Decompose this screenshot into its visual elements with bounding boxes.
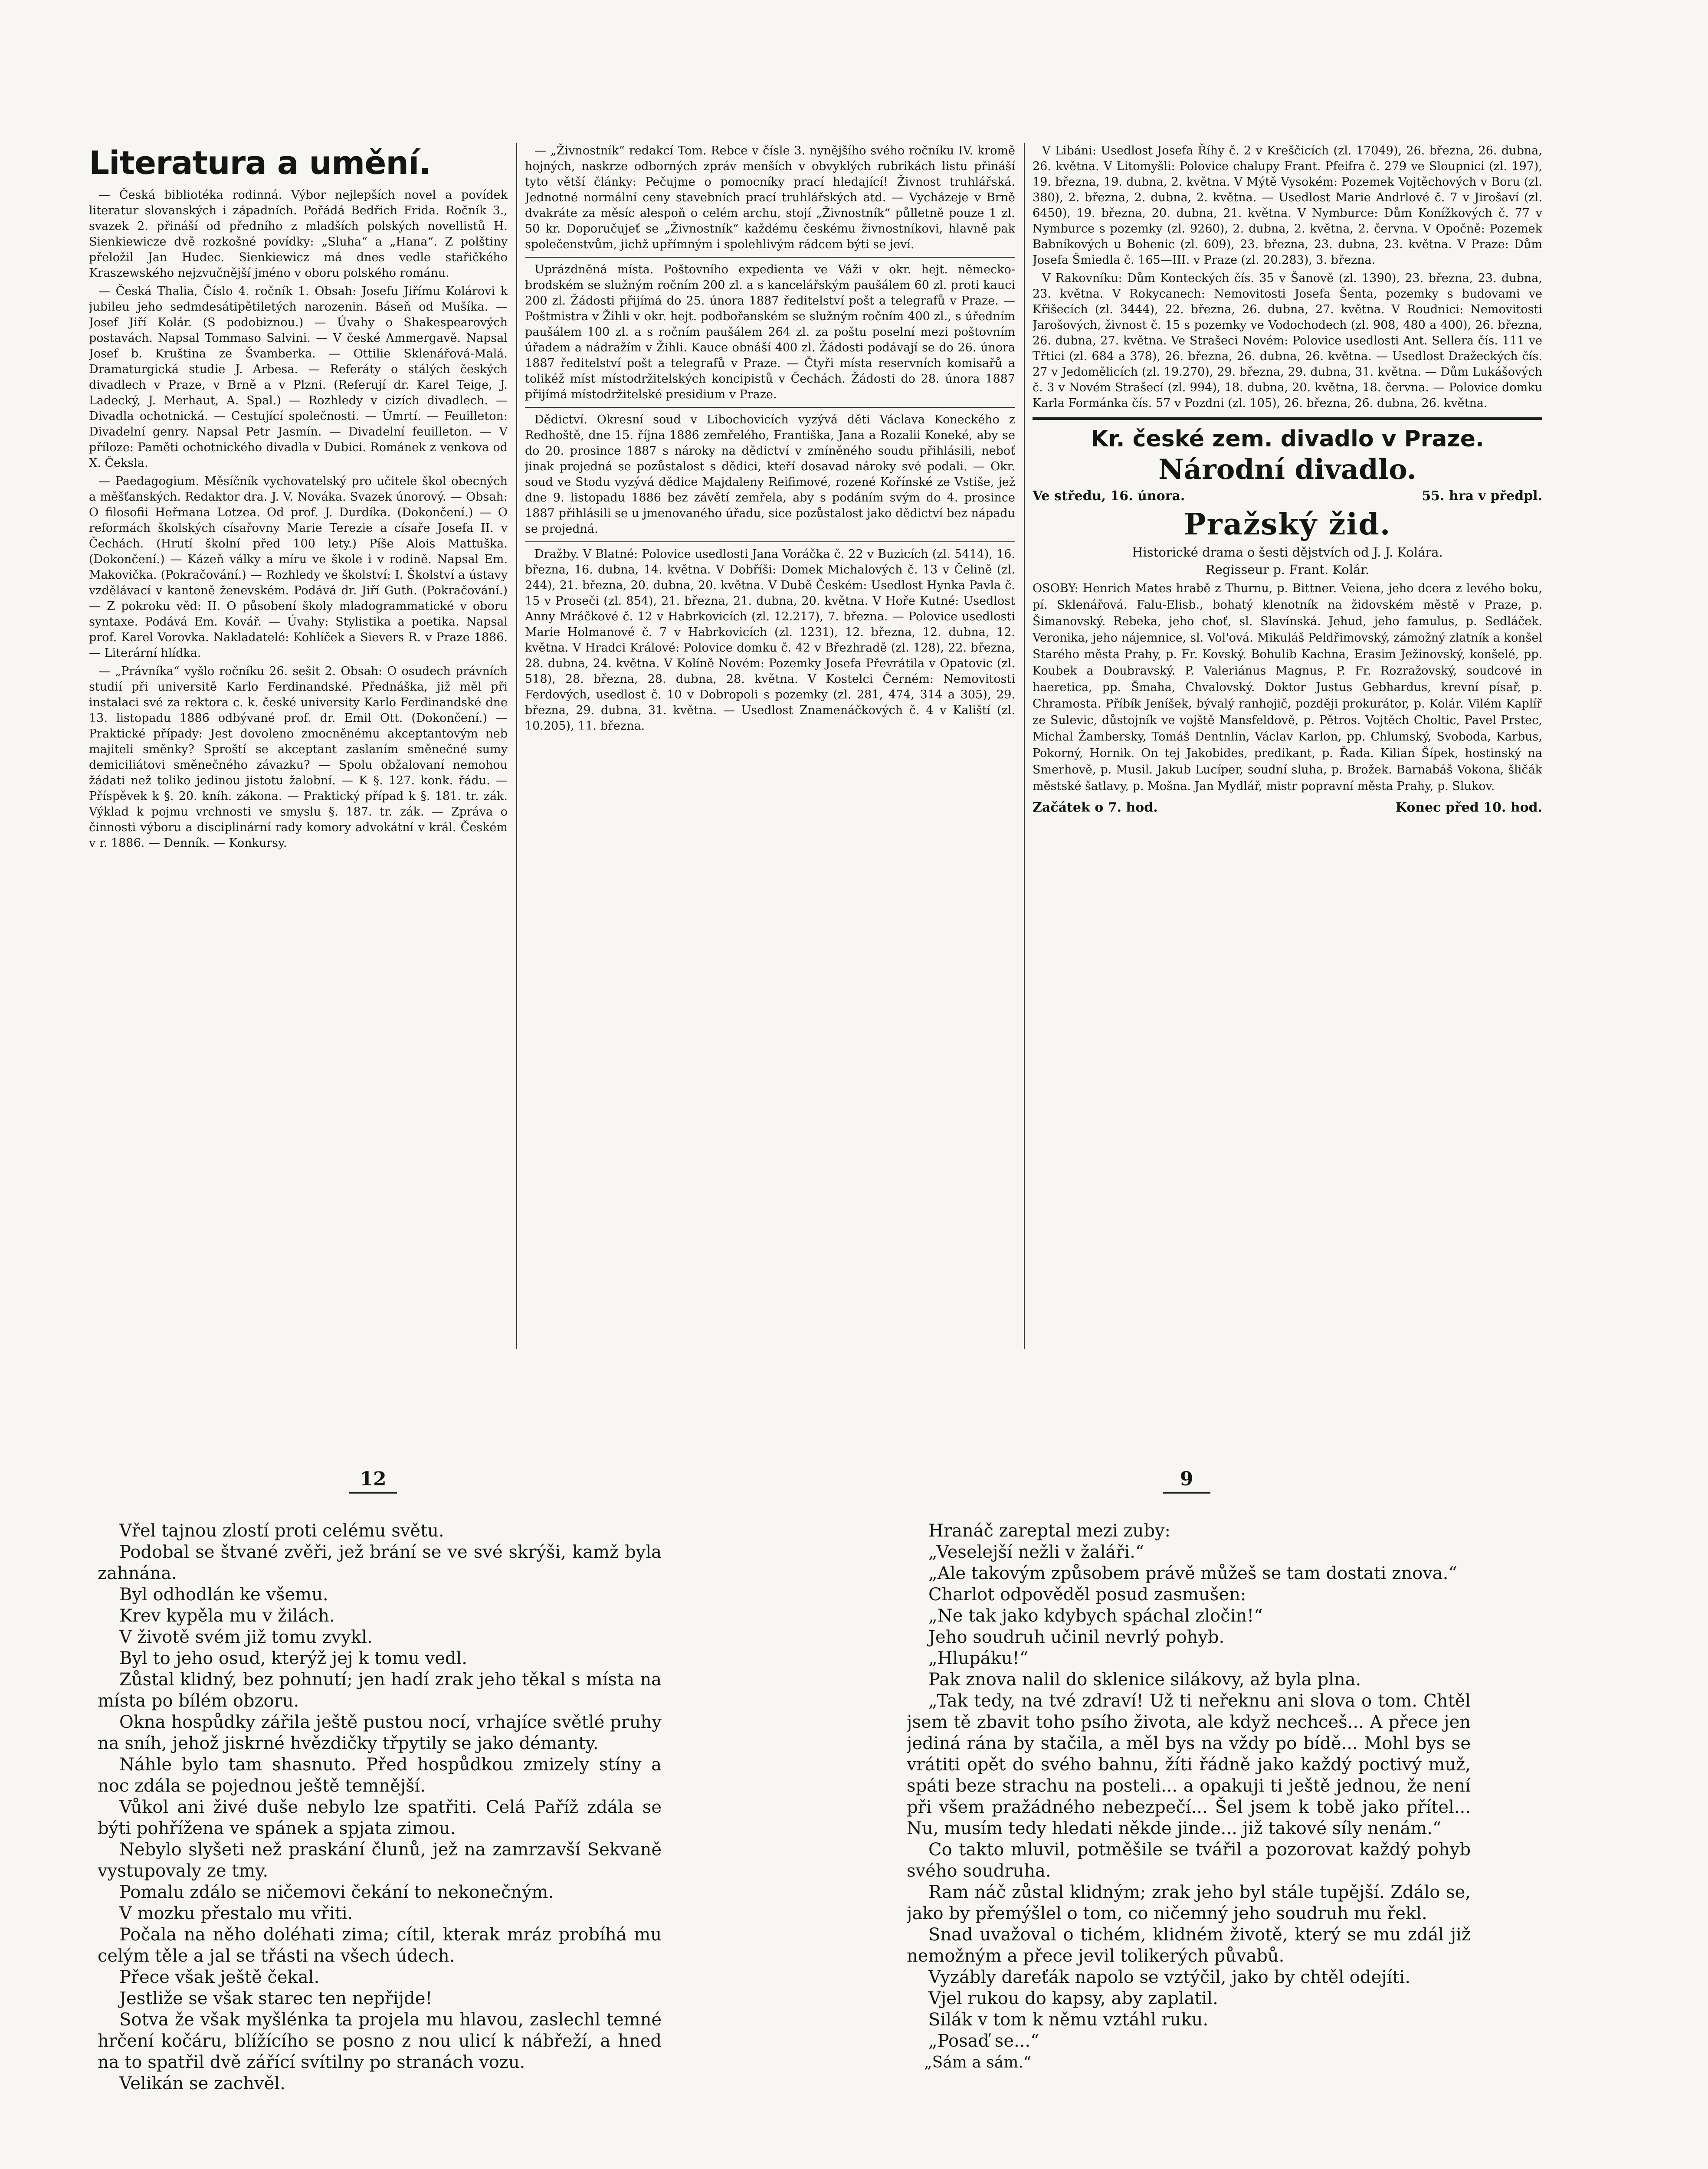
divider [1033, 417, 1542, 420]
story-paragraph: Přece však ještě čekal. [119, 1967, 320, 1987]
story-paragraph: Jestliže se však starec ten nepřijde! [119, 1989, 433, 2008]
divider [525, 541, 1015, 542]
article-paragraph: — „Právníka“ vyšlo ročníku 26. sešit 2. Obsah: O osudech právních studií při universitě Karlo Ferdinandské. Přednáška, již měl při instalaci své za rektora c. k. české university Karlo Ferdinandské dne 13. listopadu 1886 odbývané prof. dr. Emil Ott. (Dokončení.) — Praktické případy: Jest dovoleno zmocněnému akceptantovým neb majiteli směnky? Sproští se akceptant zaslaním směnečné sumy demiciliátovi směnečného závazku? — Spolu obžalovaní nemohou žádati než toliko jedinou jistotu žalobní. — K §. 127. konk. řádu. — Příspěvek k §. 20. kníh. zákona. — Praktický případ k §. 181. tr. zák. Výklad k pojmu vrchnosti ve smyslu §. 187. tr. zák. — Zpráva o činnosti výboru a disciplinární rady komory advokátní v král. Českém v r. 1886. — Denník. — Konkursy. [89, 665, 508, 850]
column-separator [516, 143, 517, 1349]
story-paragraph: Okna hospůdky zářila ještě pustou nocí, vrhajíce světlé pruhy na sníh, jehož jiskrné hvězdičky třpytily se jako démanty. [98, 1712, 662, 1753]
story-paragraph: Nebylo slyšeti než praskání člunů, jež na zamrzavší Sekvaně vystupovaly ze tmy. [98, 1840, 662, 1881]
article-paragraph: — Paedagogium. Měsíčník vychovatelský pro učitele škol obecných a měšťanských. Redaktor dra. J. V. Nováka. Svazek únorový. — Obsah: O filosofii Heřmana Lotzea. Od prof. J. Durdíka. (Dokončení.) — O reformách školských císařovny Marie Terezie a císaře Josefa II. v Čechách. (Hrutí školní před 100 lety.) Píše Alois Mattuška. (Dokončení.) — Kázeň války a míru ve škole i v rodině. Napsal Em. Makovička. (Pokračování.) — Rozhledy ve školství: I. Školství a ústavy vzdělávací v kantoně ženevském. Podává dr. Jiří Guth. (Pokračování.) — Z pokroku věd: II. O působení školy mladogrammatické v oboru syntaxe. Podává Em. Kovář. — Úvahy: Stylistika a poetika. Napsal prof. Karel Vorovka. Nakladatelé: Kohlíček a Sievers R. v Praze 1886. — Literární hlídka. [89, 475, 508, 660]
story-paragraph: „Veselejší nežli v žaláři.“ [928, 1542, 1144, 1562]
story-paragraph: Co takto mluvil, potměšile se tvářil a pozorovat každý pohyb svého soudruha. [907, 1840, 1471, 1881]
story-signoff: „Sám a sám.“ [924, 2054, 1032, 2071]
article-paragraph: — Česká Thalia, Číslo 4. ročník 1. Obsah: Josefu Jiřímu Kolárovi k jubileu jeho sedmdesátipětiletých narozenin. Báseň od Mušíka. — Josef Jiří Kolár. (S podobiznou.) — Úvahy o Shakespearových postavách. Napsal Tommaso Salvini. — V české Ammergavě. Napsal Josef b. Kruština ze Švamberka. — Ottilie Sklenářová-Malá. Dramaturgická studie J. Arbesa. — Referáty o stálých českých divadlech v Praze, v Brně a v Plzni. (Referují dr. Karel Teige, J. Ladecký, J. Merhaut, A. Spal.) — Rozhledy v cizích divadlech. — Divadla ochotnická. — Cestující společnosti. — Úmrtí. — Feuilleton: Divadelní genry. Napsal Petr Jasmín. — Divadelní feuilleton. — V příloze: Paměti ochotnického divadla v Dubici. Románek z venkova od X. Čeksla. [89, 285, 508, 470]
story-paragraph: Vůkol ani živé duše nebylo lze spatřiti. Celá Paříž zdála se býti pohřížena ve spánek a spjata zimou. [98, 1797, 662, 1838]
story-paragraph: „Ne tak jako kdybych spáchal zločin!“ [928, 1606, 1263, 1626]
theatre-date: Ve středu, 16. února. [1033, 488, 1185, 504]
section-title: Literatura a umění. [89, 144, 431, 182]
story-paragraph: Vyzábly dareťák napolo se vztýčil, jako by chtěl odejíti. [928, 1967, 1410, 1987]
story-paragraph: V mozku přestalo mu vřiti. [119, 1904, 353, 1923]
story-paragraph: Počala na něho doléhati zima; cítil, kterak mráz probíhá mu celým těle a jal se třásti na všech údech. [98, 1925, 662, 1966]
column-separator [1024, 143, 1025, 1349]
story-paragraph: „Hlupáku!“ [928, 1648, 1029, 1668]
divider [525, 407, 1015, 408]
page-number-rule [349, 1492, 397, 1494]
divider [525, 257, 1015, 258]
column-literature [89, 143, 508, 1349]
story-paragraph: Byl to jeho osud, kterýž jej k tomu vedl. [119, 1648, 467, 1668]
story-paragraph: Snad uvažoval o tichém, klidném životě, který se mu zdál již nemožným a přece jevil tolikerých půvabů. [907, 1925, 1471, 1966]
story-paragraph: Sotva že však myšlénka ta projela mu hlavou, zaslechl temné hrčení kočáru, blížícího se posno z nou ulicí k nábřeží, a hned na to spatřil dvě zářící svítilny po stranách vozu. [98, 2010, 662, 2072]
theatre-times [1033, 799, 1542, 816]
page-number-rule [1163, 1492, 1210, 1494]
story-paragraph: Pak znova nalil do sklenice silákovy, až byla plna. [928, 1670, 1361, 1690]
article-paragraph: — Česká bibliotéka rodinná. Výbor nejlepších novel a povídek literatur slovanských i západních. Pořádá Bedřich Frida. Ročník 3., svazek 2. přináší od předního z mladších polských novellistů H. Sienkiewicze dvě rozkošné povídky: „Sluha“ a „Hana“. Z polštiny přeložil Jan Hudec. Sienkiewicz má dnes vedle stařičkého Kraszewského nejzvučnější jméno v oboru polského románu. [89, 188, 508, 280]
play-title: Pražský žid. [1183, 507, 1391, 542]
story-paragraph: Byl odhodlán ke všemu. [119, 1585, 328, 1605]
story-paragraph: „Ale takovým způsobem právě můžeš se tam dostati znova.“ [928, 1563, 1457, 1583]
story-paragraph: Zůstal klidný, bez pohnutí; jen hadí zrak jeho těkal s místa na místa po bílém obzoru. [98, 1670, 662, 1711]
story-left [98, 1520, 662, 2169]
story-paragraph: Ram náč zůstal klidným; zrak jeho byl stále tupější. Zdálo se, jako by přemýšlel o tom, co ničemný jeho soudruh mu řekl. [907, 1882, 1471, 1923]
story-paragraph: Pomalu zdálo se ničemovi čekání to nekonečným. [119, 1882, 554, 1902]
news-section [89, 143, 1542, 1349]
vacancies-paragraph: Uprázdněná místa. Poštovního expedienta ve Váži v okr. hejt. německo-brodském se služným ročním 200 zl. a s kancelářským paušálem 60 zl. proti kauci 200 zl. Žádosti přijímá do 25. února 1887 ředitelství pošt a telegrafů v Praze. — Poštmistra v Žihli v okr. hejt. podbořanském se služným ročním 400 zl., s úředním paušálem 100 zl. a s ročním paušálem 264 zl. za poštu poselní mezi poštovním úřadem a nádražím v Žihli. Kauce obnáší 400 zl. Žádosti podávají se do 26. února 1887 ředitelství pošt a telegrafů v Praze. — Čtyři místa reservních komisařů a tolikéž míst místodržitelských koncipistů v Čechách. Žádosti do 28. února 1887 přijímá místodržitelské presidium v Praze. [525, 263, 1015, 401]
play-cast: OSOBY: Henrich Mates hrabě z Thurnu, p. Bittner. Veiena, jeho dcera z levého boku, pí. Sklenářová. Falu-Elisb., bohatý klenotník na židovském městě v Praze, p. Šimanovský. Rebeka, jeho choť, sl. Slavínská. Jehud, jeho famulus, p. Sedláček. Veronika, jeho nájemnice, sl. Vol'ová. Mikuláš Peldřimovský, zámožný zlatník a konšel Starého města Prahy, p. Fr. Kovský. Bohulib Kachna, Erasim Ježinovský, konšelé, pp. Koubek a Doubravský. P. Valeriánus Magnus, P. Fr. Rozražovský, soudcové in haeretica, pp. Šmaha, Chvalovský. Doktor Justus Gebhardus, krevní písař, p. Chramosta. Příbík Jeníšek, bývalý ranhojič, později prokurátor, p. Kolár. Vilém Kaplíř ze Sulevic, důstojník ve vojště Mansfeldově, p. Pětros. Vojtěch Choltic, Pavel Prstec, Michal Žambersky, Tomáš Dentnlin, Václav Karlon, pp. Chlumský, Svoboda, Karbus, Pokorný, Hornik. On tej Jakobides, predikant, p. Řada. Kilian Šípek, hostinský na Smerhově, p. Musil. Jakub Lucíper, soudní sluha, p. Brožek. Barnabáš Vokona, šličák městské šatlavy, p. Mošna. Jan Mydlář, mistr popravní města Prahy, p. Slukov. [1033, 582, 1542, 793]
theatre-date-row [1033, 488, 1542, 505]
inheritance-paragraph: Dědictví. Okresní soud v Libochovicích vyzývá děti Václava Koneckého z Redhoště, dne 15. října 1886 zemřelého, Františka, Jana a Rozalii Koneké, aby se do 20. prosince 1887 s nároky na dědictví v zmíněného soudu přihlásili, neboť jinak projedná se pozůstalost s dědici, kteří dosavad nároky své podali. — Okr. soud ve Stodu vyzývá dědice Majdaleny Reifimové, rozené Kořínské ze Vstiše, jež dne 9. listopadu 1886 bez závětí zemřela, aby s podáním svým do 4. prosince 1887 přihlásili se u jmenovaného úřadu, sice pozůstalost jako dědictví bez nápadu se projedná. [525, 413, 1015, 536]
play-director: Regisseur p. Frant. Kolár. [1205, 562, 1370, 577]
story-paragraph: Náhle bylo tam shasnuto. Před hospůdkou zmizely stíny a noc zdála se pojednou ještě temnější. [98, 1755, 662, 1796]
start-time: Začátek o 7. hod. [1033, 800, 1158, 815]
column-notices [525, 143, 1015, 1349]
story-paragraph: Velikán se zachvěl. [119, 2074, 285, 2094]
story-paragraph: Podobal se štvané zvěři, jež brání se ve své skrýši, kamž byla zahnána. [98, 1542, 662, 1583]
page-number-left: 12 [360, 1468, 387, 1490]
story-paragraph: „Tak tedy, na tvé zdraví! Už ti neřeknu ani slova o tom. Chtěl jsem tě zbavit toho psího života, ale když nechceš... A přece jen jediná rána by stačila, a měl bys na vždy po bídě... Mohl bys se vrátiti opět do svého bahnu, žíti řádně jako každý poctivý muž, spáti beze strachu na posteli... a opakuji ti ještě jednou, že není při všem pražádného nebezpečí... Šel jsem k tobě jako přítel... Nu, musím tedy hledati někde jinde... již takové síly nenám.“ [907, 1691, 1471, 1838]
article-paragraph: — „Živnostník“ redakcí Tom. Rebce v čísle 3. nynějšího svého ročníku IV. kromě hojných, naskrze odborných zpráv menších v obvyklých rubrikách listu přináší tyto větší články: Pečujme o pomocníky prací hledající! Živnost truhlářská. Jednotné normální ceny stavebních prací truhlářských atd. — Vycházeje v Brně dvakráte za měsíc alespoň o celém archu, stojí „Živnostník“ půlletně pouze 1 zl. 50 kr. Doporučujeť se „Živnostník“ každému českému živnostníkovi, hlavně pak společenstvům, jichž upřímným i spolehlivým rádcem býti se jeví. [525, 144, 1015, 251]
auctions-paragraph: V Libáni: Usedlost Josefa Říhy č. 2 v Kreščicích (zl. 17049), 26. března, 26. dubna, 26. května. V Litomyšli: Polovice chalupy Frant. Pfeifra č. 279 ve Sloupnici (zl. 197), 19. března, 19. dubna, 2. května. V Mýtě Vysokém: Pozemek Vojtěchových v Boru (zl. 380), 2. března, 2. dubna, 2. května. — Usedlost Marie Andrlové č. 7 v Jirošaví (zl. 6450), 19. března, 20. dubna, 21. května. V Nymburce: Dům Konížkových č. 77 v Nymburce s pozemky (zl. 9260), 2. dubna, 2. května, 2. června. V Opočně: Pozemek Babníkových u Bohenic (zl. 609), 23. března, 23. dubna, 23. května. V Praze: Dům Josefa Šmiedla č. 165—III. v Praze (zl. 20.283), 3. března. [1033, 144, 1542, 267]
end-time: Konec před 10. hod. [1395, 800, 1542, 815]
play-description: Historické drama o šesti dějstvích od J. J. Kolára. [1132, 545, 1443, 560]
theatre-header: Kr. české zem. divadlo v Praze. [1091, 426, 1484, 452]
story-paragraph: Jeho soudruh učinil nevrlý pohyb. [928, 1627, 1225, 1647]
story-paragraph: Hranáč zareptal mezi zuby: [928, 1521, 1171, 1541]
story-paragraph: Charlot odpověděl posud zasmušen: [928, 1585, 1246, 1605]
story-paragraph: Vjel rukou do kapsy, aby zaplatil. [928, 1989, 1218, 2008]
page-number-right: 9 [1180, 1468, 1193, 1490]
story-paragraph: Vřel tajnou zlostí proti celému světu. [119, 1521, 444, 1541]
story-paragraph: „Posaď se...“ [928, 2031, 1039, 2051]
story-paragraph: Krev kypěla mu v žilách. [119, 1606, 335, 1626]
theatre-subheader: Národní divadlo. [1158, 453, 1416, 486]
story-paragraph: V životě svém již tomu zvykl. [119, 1627, 373, 1647]
theatre-performance: 55. hra v předpl. [1422, 488, 1542, 504]
auctions-paragraph: Dražby. V Blatné: Polovice usedlosti Jana Voráčka č. 22 v Buzicích (zl. 5414), 16. března, 16. dubna, 14. května. V Dobříši: Domek Michalových č. 13 v Čelině (zl. 244), 21. března, 20. dubna, 20. května. V Dubě Českém: Usedlost Hynka Pavla č. 15 v Proseči (zl. 854), 21. března, 21. dubna, 20. května. V Hoře Kutné: Usedlost Anny Mráčkové č. 12 v Habrkovicích (zl. 12.217), 7. března. — Polovice usedlosti Marie Holmanové č. 7 v Habrkovicích (zl. 1231), 12. března, 12. dubna, 12. května. V Hradci Králové: Polovice domku č. 42 v Březhradě (zl. 128), 22. března, 28. dubna, 24. května. V Kolíně Novém: Pozemky Josefa Převrátila v Opatovic (zl. 518), 28. března, 28. dubna, 28. května. V Kostelci Černém: Nemovitosti Ferdových, usedlost č. 10 v Dobropoli s pozemky (zl. 281, 474, 314 a 305), 29. března, 29. dubna, 31. května. — Usedlost Znamenáčkových č. 4 v Kaliští (zl. 10.205), 11. března. [525, 547, 1015, 733]
story-paragraph: Silák v tom k němu vztáhl ruku. [928, 2010, 1209, 2030]
auctions-paragraph: V Rakovníku: Dům Konteckých čís. 35 v Šanově (zl. 1390), 23. března, 23. dubna, 23. května. V Rokycanech: Nemovitosti Josefa Šenta, pozemky s budovami ve Křišecích (zl. 3444), 22. března, 26. dubna, 27. května. V Roudnici: Nemovitosti Jarošových, živnost č. 15 s pozemky ve Vodochodech (zl. 908, 480 a 400), 26. března, 26. dubna, 27. května. Ve Strašeci Novém: Polovice usedlosti Ant. Sellera čís. 111 ve Třtici (zl. 684 a 378), 26. března, 26. dubna, 26. května. — Usedlost Dražeckých čís. 27 v Jedomělicích (zl. 19.270), 29. března, 29. dubna, 31. května. — Dům Lukášových č. 3 v Novém Strašecí (zl. 994), 18. dubna, 20. května, 18. června. — Polovice domku Karla Formánka čís. 57 v Pozdni (zl. 105), 26. března, 26. dubna, 26. května. [1033, 272, 1542, 410]
story-right [907, 1520, 1471, 2169]
column-auctions-theatre [1033, 143, 1542, 1349]
